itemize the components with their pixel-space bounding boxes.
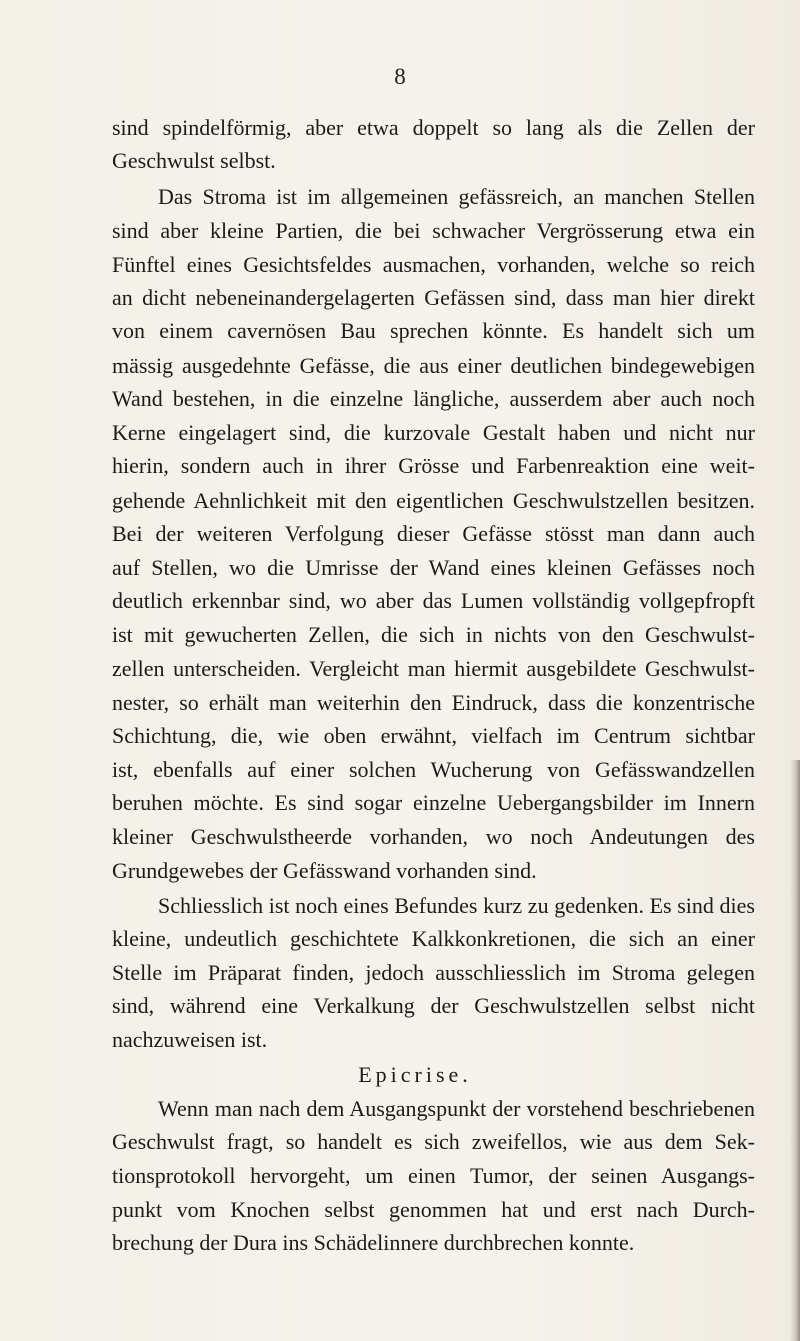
text-line: sind spindelförmig, aber etwa doppelt so lang als die Zellen der — [112, 115, 755, 140]
text-line: Wand bestehen, in die einzelne längliche, ausserdem aber auch noch — [112, 386, 755, 411]
text-line: Das Stroma ist im allgemeinen gefässreich, an manchen Stellen — [158, 184, 755, 209]
text-line: an dicht nebeneinandergelagerten Gefässen sind, dass man hier direkt — [112, 285, 755, 310]
page-edge-shadow — [790, 760, 800, 1341]
text-line: Fünftel eines Gesichtsfeldes ausmachen, vorhanden, welche so reich — [112, 252, 755, 277]
page-number: 8 — [394, 64, 406, 89]
text-line: tionsprotokoll hervorgeht, um einen Tumor, der seinen Ausgangs- — [112, 1163, 755, 1188]
text-line: sind, während eine Verkalkung der Geschwulstzellen selbst nicht — [112, 993, 755, 1018]
text-line: Stelle im Präparat finden, jedoch ausschliesslich im Stroma gelegen — [112, 960, 755, 985]
text-line: punkt vom Knochen selbst genommen hat und erst nach Durch- — [112, 1197, 755, 1222]
text-line: Geschwulst selbst. — [112, 148, 276, 173]
text-line: Geschwulst fragt, so handelt es sich zweifellos, wie aus dem Sek- — [112, 1129, 755, 1154]
text-line: kleiner Geschwulstheerde vorhanden, wo noch Andeutungen des — [112, 824, 755, 849]
text-line: zellen unterscheiden. Vergleicht man hiermit ausgebildete Geschwulst- — [112, 656, 755, 681]
text-line: ist mit gewucherten Zellen, die sich in nichts von den Geschwulst- — [112, 622, 755, 647]
text-line: Schichtung, die, wie oben erwähnt, vielfach im Centrum sichtbar — [112, 723, 755, 748]
text-line: nester, so erhält man weiterhin den Eindruck, dass die konzentrische — [112, 690, 755, 715]
text-line: brechung der Dura ins Schädelinnere durchbrechen konnte. — [112, 1230, 635, 1255]
text-line: deutlich erkennbar sind, wo aber das Lumen vollständig vollgepfropft — [112, 588, 755, 613]
text-line: Bei der weiteren Verfolgung dieser Gefässe stösst man dann auch — [112, 521, 755, 546]
text-line: mässig ausgedehnte Gefässe, die aus einer deutlichen bindegewebigen — [112, 353, 755, 378]
text-line: Wenn man nach dem Ausgangspunkt der vorstehend beschriebenen — [158, 1096, 755, 1121]
text-line: hierin, sondern auch in ihrer Grösse und Farbenreaktion eine weit- — [112, 453, 755, 478]
text-line: Grundgewebes der Gefässwand vorhanden sind. — [112, 858, 537, 883]
text-line: Kerne eingelagert sind, die kurzovale Gestalt haben und nicht nur — [112, 420, 755, 445]
text-line: beruhen möchte. Es sind sogar einzelne Uebergangsbilder im Innern — [112, 790, 755, 815]
section-heading: Epicrise. — [358, 1062, 472, 1087]
text-line: von einem cavernösen Bau sprechen könnte. Es handelt sich um — [112, 318, 755, 343]
text-line: nachzuweisen ist. — [112, 1027, 268, 1052]
text-line: auf Stellen, wo die Umrisse der Wand eines kleinen Gefässes noch — [112, 555, 755, 580]
text-line: sind aber kleine Partien, die bei schwacher Vergrösserung etwa ein — [112, 218, 755, 243]
text-line: kleine, undeutlich geschichtete Kalkkonkretionen, die sich an einer — [112, 926, 755, 951]
text-line: gehende Aehnlichkeit mit den eigentlichen Geschwulstzellen besitzen. — [112, 488, 755, 513]
text-line: Schliesslich ist noch eines Befundes kurz zu gedenken. Es sind dies — [158, 893, 755, 918]
text-line: ist, ebenfalls auf einer solchen Wucherung von Gefässwandzellen — [112, 757, 755, 782]
